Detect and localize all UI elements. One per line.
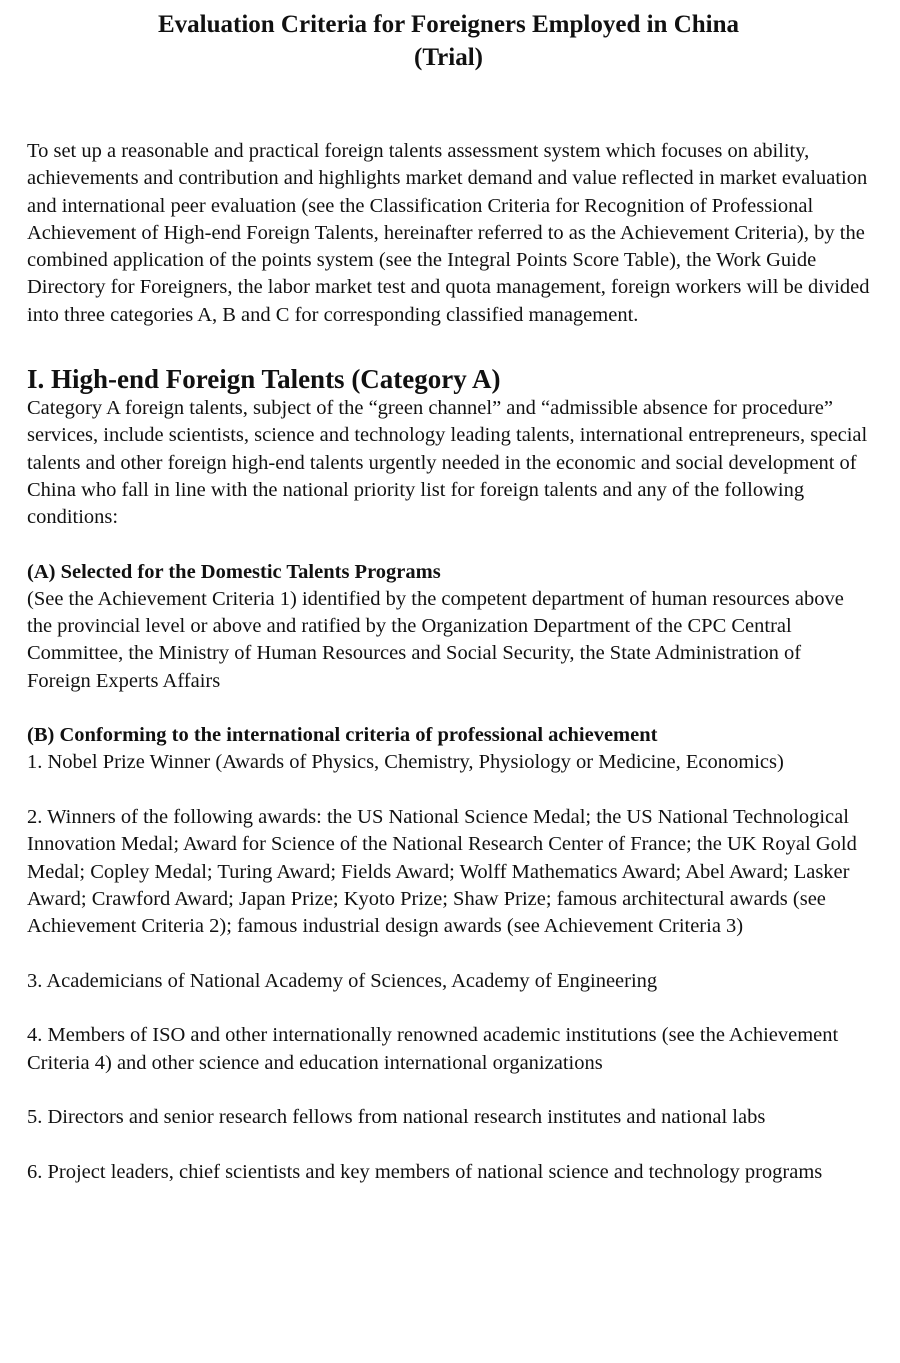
subsection-heading-b: (B) Conforming to the international criteria of professional achievement — [27, 724, 658, 747]
document-title-line-1: Evaluation Criteria for Foreigners Employed in China — [157, 11, 740, 38]
section-intro-paragraph: Category A foreign talents, subject of the “green channel” and “admissible absence for procedure” services, include scientists, science and technology leading talents, international entrepreneurs, special talents and other foreign high-end talents urgently needed in the economic and social development of China who fall in line with the national priority list for foreign talents and any of the following conditions: — [27, 397, 868, 529]
subsection-heading-a: (A) Selected for the Domestic Talents Programs — [27, 560, 441, 583]
list-item: 5. Directors and senior research fellows from national research institutes and national labs — [27, 1106, 766, 1129]
intro-paragraph: To set up a reasonable and practical foreign talents assessment system which focuses on ability, achievements and contribution and highlights market demand and value reflected in market evaluation and international peer evaluation (see the Classification Criteria for Recognition of Professional Achievement of High-end Foreign Talents, hereinafter referred to as the Achievement Criteria), by the combined application of the points system (see the Integral Points Score Table), the Work Guide Directory for Foreigners, the labor market test and quota management, foreign workers will be divided into three categories A, B and C for corresponding classified management. — [27, 140, 870, 326]
list-item: 3. Academicians of National Academy of Sciences, Academy of Engineering — [27, 969, 658, 992]
subsection-body-a: (See the Achievement Criteria 1) identified by the competent department of human resources above the provincial level or above and ratified by the Organization Department of the CPC Central Committee, the Ministry of Human Resources and Social Security, the State Administration of Foreign Experts Affairs — [27, 587, 844, 692]
list-item: 1. Nobel Prize Winner (Awards of Physics, Chemistry, Physiology or Medicine, Economics) — [27, 751, 784, 774]
document-title — [27, 8, 870, 74]
list-item: 6. Project leaders, chief scientists and key members of national science and technology programs — [27, 1160, 823, 1183]
list-item: 2. Winners of the following awards: the US National Science Medal; the US National Technological Innovation Medal; Award for Science of the National Research Center of France; the UK Royal Gold Medal; Copley Medal; Turing Award; Fields Award; Wolff Mathematics Award; Abel Award; Lasker Award; Crawford Award; Japan Prize; Kyoto Prize; Shaw Prize; famous architectural awards (see Achievement Criteria 2); famous industrial design awards (see Achievement Criteria 3) — [27, 805, 857, 938]
section-heading-category-a: I. High-end Foreign Talents (Category A) — [27, 364, 501, 395]
list-item: 4. Members of ISO and other internationally renowned academic institutions (see the Achievement Criteria 4) and other science and education international organizations — [27, 1024, 839, 1074]
document-title-line-2: (Trial) — [414, 44, 483, 71]
